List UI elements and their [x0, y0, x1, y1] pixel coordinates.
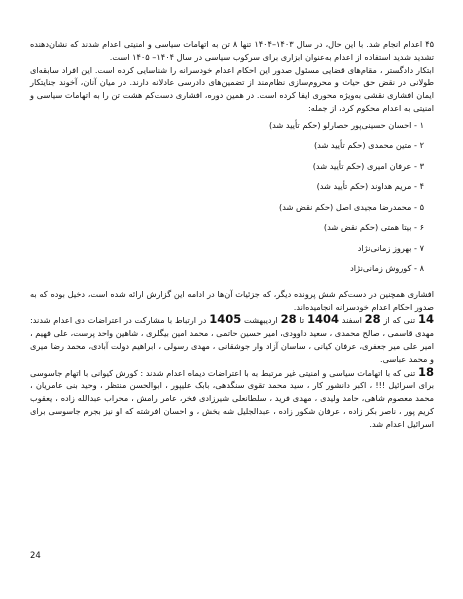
text-fragment: تنی که با اتهامات سیاسی و امنیتی غیر مرتبط به با اعتراضات دیماه اعدام شدند : کورش کیوانی با اتهام جاسوسی برای اسرائیل !!! ، اکبر دانشور کار ، سید محمد تقوی سنگدهی، بابک علیپور ، ابوالحسن منتظر ، وحید بنی عامریان ، محمد معصوم شاهی، حامد ولیدی ، مهدی فرید ، سلطانعلی شیرزادی فخر، عامر رامش ، محراب عبدالله زاده ، یعقوب کریم پور ، ناصر بکر زاده ، عرفان شکور زاده ، عبدالجلیل شه بخش ، و احسان افرشته که او نیز بجرم جاسوسی برای اسرائیل اعدام شد. — [30, 367, 434, 429]
paragraph-protest-executions — [30, 313, 434, 365]
year-number: 1404 — [306, 312, 339, 327]
text-fragment: اسفند — [339, 315, 365, 326]
date-number: 28 — [364, 312, 381, 327]
list-item: ۸ - کوروش زمانی‌نژاد — [350, 263, 424, 274]
list-item: ۶ - بیتا همتی (حکم نقض شد) — [323, 222, 424, 233]
text-fragment: در ارتباط با مشارکت در اعتراضات دی اعدام شدند: مهدی قاسمی ، صالح محمدی ، سعید داوودی، امیر حسین حاتمی ، محمد امین بیگلری ، شاهین واحد پرست، علی فهیم ، امیر علی میر جعفری، عرفان کیانی ، ساسان آزاد وار جوشقانی ، مهدی رسولی ، ابراهیم دولت آبادی، محمد رضا میری و محمد عباسی. — [30, 315, 434, 364]
list-item: ۱ - احسان حسینی‌پور حصارلو (حکم تأیید شد) — [268, 119, 424, 130]
sentenced-persons-list — [30, 115, 434, 279]
count-number: 18 — [417, 364, 434, 379]
paragraph-executions-comparison: ۴۵ اعدام انجام شد. با این حال، در سال ۱۴۰۳–۱۴۰۴ تنها ۸ تن به اتهامات سیاسی و امنیتی اعدام شدند که نشان‌دهنده تشدید شدید استفاده از اعدام به‌عنوان ابزاری برای سرکوب سیاسی در سال ۱۴۰۴– ۱۴۰۵ است. — [30, 39, 435, 62]
list-item: ۲ - متین محمدی (حکم تأیید شد) — [313, 140, 424, 151]
paragraph-other-cases: افشاری همچنین در دست‌کم شش پرونده دیگر، که جزئیات آن‌ها در ادامه این گزارش ارائه شده است، دخیل بوده که به صدور احکام اعدام خودسرانه انجامیده‌اند. — [30, 288, 434, 312]
list-item: ۵ - محمدرضا مجیدی اصل (حکم نقض شد) — [279, 201, 424, 212]
date-number: 28 — [280, 312, 297, 327]
list-item: ۷ - بهروز زمانی‌نژاد — [357, 242, 424, 253]
text-fragment: تنی که از — [380, 315, 418, 326]
year-number: 1405 — [209, 312, 242, 327]
page-number: 24 — [30, 551, 41, 561]
count-number: 14 — [417, 312, 434, 327]
list-item: ۳ - عرفان امیری (حکم تأیید شد) — [312, 160, 424, 171]
paragraph-judicial-officials: ابتکار دادگستر ، مقام‌های قضایی مسئول صدور این احکام اعدام خودسرانه را شناسایی کرده است. این افراد سابقه‌ای طولانی در نقض حق حیات و محروم‌سازی نظام‌مند از تضمین‌های دادرسی عادلانه دارند. در میان آنان، آخوند جنایتکار ایمان افشاری نقشی به‌ویژه محوری ایفا کرده است. در همین دوره، افشاری دست‌کم هشت تن را به اتهامات سیاسی و امنیتی به اعدام محکوم کرد، از جمله: — [30, 64, 434, 113]
paragraph-political-executions — [30, 366, 434, 431]
text-fragment: تا — [296, 315, 307, 326]
document-body — [30, 38, 434, 431]
text-fragment: اردیبهشت — [241, 315, 281, 326]
list-item: ۴ - مریم هداوند (حکم تأیید شد) — [316, 181, 424, 192]
